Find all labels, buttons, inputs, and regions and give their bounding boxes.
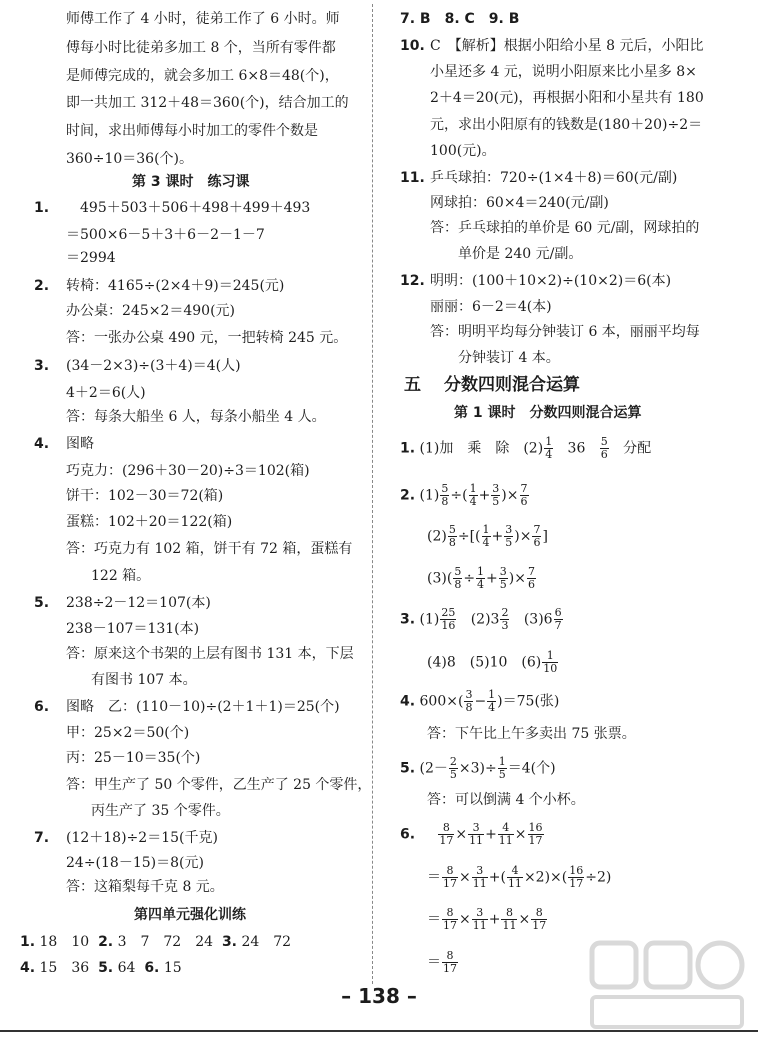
question-number: 1. [20,934,36,950]
question-number: 3. [34,358,50,374]
part-label: (2)3 [470,611,500,628]
question-number: 2. [34,278,50,294]
answer-line: 24÷(18－15)＝8(元) [66,855,204,871]
page-number: – 138 – [341,984,417,1008]
numerator: 5 [600,435,608,448]
fraction: $\frac{8}{17}$ [532,906,547,932]
answer-text: 分配 [623,440,652,457]
answer-line: 答：一张办公桌 490 元，一把转椅 245 元。 [66,330,348,346]
answer-line: 495＋503＋506＋498＋499＋493 [80,200,311,216]
answer-line: 图略 [66,436,94,452]
answer-line: 答：可以倒满 4 个小杯。 [427,792,585,808]
answer-line: 丽丽：6－2＝4(本) [430,299,552,315]
answer-line: 转椅：4165÷(2×4＋9)＝245(元) [66,278,285,294]
answer-text: 64 [117,960,136,976]
answer-line: ＝ $\frac{8}{17}$ × $\frac{3}{11}$ +( $\frac{4}{11}$ ×2)×( $\frac{16}{17}$ ÷2) [427,864,612,890]
intro-line: 师傅工作了 4 小时，徒弟工作了 6 小时。师 [66,11,340,27]
answer-line: 饼干：102－30＝72(箱) [66,488,224,504]
fraction: $\frac{7}{6}$ [527,565,535,591]
fraction: $\frac{3}{11}$ [472,906,487,932]
column-divider [372,4,373,984]
fraction: $\frac{1}{4}$ [482,523,490,549]
question-number: 6. [34,699,50,715]
answer-text: 18 10 [39,934,90,950]
answer-line: 答：明明平均每分钟装订 6 本，丽丽平均每 [430,324,700,340]
answer-line: 明明：(100＋10×2)÷(10×2)＝6(本) [430,273,672,289]
fraction: $\frac{3}{5}$ [492,482,500,508]
answer-text: (1)加 乘 除 (2) [419,440,544,457]
denominator: 4 [545,448,553,461]
intro-line: 是师傅完成的，就会多加工 6×8＝48(个)， [66,68,339,84]
part-label: (1) [419,487,440,504]
answer-line: 答：每条大船坐 6 人，每条小船坐 4 人。 [66,409,326,425]
fraction: $\frac{1}{4}$ [488,688,496,714]
fraction: $\frac{1}{4}$ [477,565,485,591]
answer-line: 甲：25×2＝50(个) [66,725,190,741]
denominator: 6 [600,448,608,461]
answer-line: 4. 600×( $\frac{3}{8}$ − $\frac{1}{4}$ )＝75(张) [400,688,560,714]
question-number: 4. [400,693,416,710]
fraction: $\frac{7}{6}$ [533,523,541,549]
fraction: $\frac{7}{6}$ [520,482,528,508]
answer-line: 答：下午比上午多卖出 75 张票。 [427,726,636,742]
question-number: 6. [144,960,160,976]
question-number: 4. [34,436,50,452]
answer-text: 600×( [419,693,464,710]
answer-text: 24 72 [241,934,292,950]
fraction: $\frac{5}{8}$ [454,565,462,591]
answer-line: 丙：25－10＝35(个) [66,750,201,766]
answer-line: 2＋4＝20(元)，再根据小阳和小星共有 180 [430,90,704,106]
answer-line: 6. $\frac{8}{17}$ × $\frac{3}{11}$ + $\frac{4}{11}$ × $\frac{16}{17}$ [400,821,543,847]
question-number: 10. [400,38,425,54]
fraction: $\frac{3}{5}$ [505,523,513,549]
question-number: 2. [98,934,114,950]
fraction: $\frac{1}{5}$ [498,755,506,781]
question-number: 3. [221,934,237,950]
answer-line: 元，求出小阳原有的钱数是(180＋20)÷2＝ [430,117,703,133]
question-number: 11. [400,170,425,186]
answer-line: (12＋18)÷2＝15(千克) [66,830,218,846]
part-label: (2) [427,528,447,545]
answer-line [400,436,651,461]
question-number: 3. [400,611,416,628]
fraction: $\frac{8}{11}$ [502,906,517,932]
answer-line: 答：乒乓球拍的单价是 60 元/副，网球拍的 [430,220,700,236]
numerator: 1 [545,435,553,448]
intro-line: 即一共加工 312＋48＝360(个)，结合加工的 [66,95,349,111]
question-number: 12. [400,273,425,289]
fraction: $\frac{4}{11}$ [507,864,522,890]
unit-title: 第四单元强化训练 [134,907,246,923]
fraction: $\frac{8}{17}$ [443,864,457,890]
fraction: $\frac{8}{17}$ [443,906,457,932]
lesson-title: 第 3 课时 练习课 [132,174,250,190]
fraction: $\frac{6}{7}$ [554,606,562,632]
answer-line: 4＋2＝6(人) [66,385,146,401]
unit-answers-line [20,958,182,978]
answer-line: ＝2994 [66,250,116,266]
answer-line [400,607,564,632]
section-title: 分数四则混合运算 [444,375,580,395]
question-number: 5. [400,760,416,777]
section-number: 五 [404,375,421,395]
fraction: $\frac{25}{16}$ [441,606,456,632]
fraction: $\frac{2}{3}$ [501,606,509,632]
fraction: $\frac{5}{8}$ [448,523,456,549]
question-number: 5. [34,595,50,611]
fraction [544,436,553,461]
fraction: $\frac{3}{11}$ [472,864,487,890]
answer-line: 238－107＝131(本) [66,621,200,637]
answer-line: 丙生产了 35 个零件。 [91,803,230,819]
part-label: (3)6 [523,611,553,628]
answer-text: (2－ [419,760,448,777]
answer-line: 答：巧克力有 102 箱，饼干有 72 箱，蛋糕有 [66,541,353,557]
answer-text: )＝75(张) [497,693,560,710]
question-number: 2. [400,487,416,504]
answer-line: ＝ $\frac{8}{17}$ [427,949,457,975]
answer-line: 答：这箱梨每千克 8 元。 [66,879,224,895]
answer-line: 100(元)。 [430,143,496,159]
answer-line: 单价是 240 元/副。 [458,246,583,262]
fraction: $\frac{1}{4}$ [469,482,477,508]
answer-line: 网球拍：60×4＝240(元/副) [430,195,609,211]
answer-line: C 【解析】根据小阳给小星 8 元后，小阳比 [430,38,704,54]
answer-line: 7. B 8. C 9. B [400,11,520,27]
part-label: (1) [419,611,440,628]
watermark-logo [588,935,748,1035]
fraction: $\frac{3}{11}$ [469,821,484,847]
answer-line: ＝500×6－5＋3＋6－2－1－7 [66,227,265,243]
intro-line: 360÷10＝36(个)。 [66,151,194,167]
intro-line: 傅每小时比徒弟多加工 8 个，当所有零件都 [66,40,336,56]
answer-line: 有图书 107 本。 [91,672,197,688]
answer-line: 122 箱。 [91,568,151,584]
fraction: $\frac{5}{8}$ [441,482,449,508]
answer-line: (2) $\frac{5}{8}$ ÷[( $\frac{1}{4}$ + $\frac{3}{5}$ )× $\frac{7}{6}$ ] [427,523,548,549]
answer-line [400,756,556,781]
answer-text: ＝4(个) [507,760,556,777]
part-label: (4)8 (5)10 (6) [427,654,542,671]
question-number: 1. [34,200,50,216]
answer-line: 乒乓球拍：720÷(1×4＋8)＝60(元/副) [430,170,678,186]
answer-line: 图略 乙：(110－10)÷(2＋1＋1)＝25(个) [66,699,340,715]
fraction [600,436,609,461]
answer-text: 15 [163,960,182,976]
fraction: $\frac{3}{8}$ [465,688,473,714]
answer-line: 巧克力：(296＋30－20)÷3＝102(箱) [66,463,310,479]
fraction: $\frac{8}{17}$ [439,821,454,847]
answer-line: ＝ $\frac{8}{17}$ × $\frac{3}{11}$ + $\frac{8}{11}$ × $\frac{8}{17}$ [427,906,547,932]
intro-line: 时间，求出师傅每小时加工的零件个数是 [66,123,318,139]
answer-text: 3 7 72 24 [117,934,214,950]
fraction: $\frac{1}{10}$ [543,649,558,675]
answer-text: 36 [567,440,586,457]
answer-text: ×3)÷ [458,760,497,777]
answer-text: 15 36 [39,960,90,976]
answer-line: 蛋糕：102＋20＝122(箱) [66,514,233,530]
fraction: $\frac{8}{17}$ [443,949,457,975]
fraction: $\frac{3}{5}$ [499,565,507,591]
lesson-title: 第 1 课时 分数四则混合运算 [454,405,642,421]
fraction: $\frac{16}{17}$ [528,821,543,847]
answer-line: (3)( $\frac{5}{8}$ ÷ $\frac{1}{4}$ + $\frac{3}{5}$ )× $\frac{7}{6}$ [427,565,535,591]
question-number: 6. [400,826,416,843]
answer-line: 办公桌：245×2＝490(元) [66,303,236,319]
fraction: $\frac{2}{5}$ [449,755,457,781]
answer-line [427,650,559,675]
answer-line: 答：原来这个书架的上层有图书 131 本，下层 [66,646,354,662]
question-number: 5. [98,960,114,976]
answer-line: 分钟装订 4 本。 [458,350,560,366]
answer-line: (34－2×3)÷(3＋4)＝4(人) [66,358,241,374]
part-label: (3) [427,570,447,587]
answer-line: 小星还多 4 元，说明小阳原来比小星多 8× [430,64,697,80]
question-number: 1. [400,440,416,457]
unit-answers-line [20,932,291,952]
question-number: 4. [20,960,36,976]
answer-line: 238÷2－12＝107(本) [66,595,211,611]
fraction: $\frac{16}{17}$ [569,864,584,890]
question-number: 7. [34,830,50,846]
fraction: $\frac{4}{11}$ [498,821,513,847]
answer-line: 2. (1) $\frac{5}{8}$ ÷( $\frac{1}{4}$ + $\frac{3}{5}$ )× $\frac{7}{6}$ [400,482,528,508]
answer-line: 答：甲生产了 50 个零件，乙生产了 25 个零件， [66,777,372,793]
